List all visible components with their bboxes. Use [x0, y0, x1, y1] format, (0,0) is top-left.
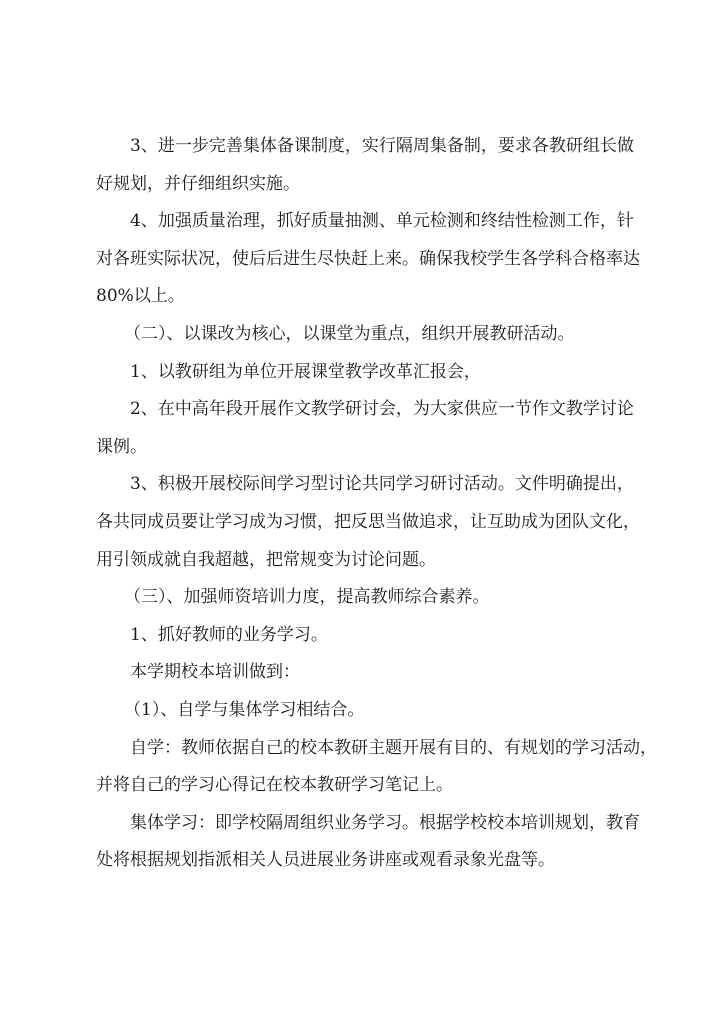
paragraph-line: 80%以上。: [96, 286, 185, 307]
paragraph-line: 处将根据规划指派相关人员进展业务讲座或观看录象光盘等。: [96, 850, 555, 871]
paragraph-line: 2、在中高年段开展作文教学研讨会，为大家供应一节作文教学讨论: [130, 399, 634, 420]
paragraph-self-study: [96, 730, 662, 805]
paragraph-line: 4、加强质量治理，抓好质量抽测、单元检测和终结性检测工作，针: [130, 211, 634, 232]
document-body: [96, 128, 662, 880]
paragraph-line: 好规划，并仔细组织实施。: [96, 173, 300, 194]
paragraph-line: 各共同成员要让学习成为习惯，把反思当做追求，让互助成为团队文化，: [96, 511, 640, 532]
paragraph-collective-study: [96, 805, 662, 880]
paragraph-report-meeting: [96, 354, 662, 392]
paragraph-line: 3、积极开展校际间学习型讨论共同学习研讨活动。文件明确提出，: [130, 474, 634, 495]
section-heading-3: [96, 579, 662, 617]
paragraph-inter-school-activity: [96, 466, 662, 579]
paragraph-line: 1、抓好教师的业务学习。: [130, 624, 328, 645]
paragraph-writing-seminar: [96, 391, 662, 466]
sub-heading-1: [96, 692, 662, 730]
paragraph-line: （1）、自学与集体学习相结合。: [124, 699, 365, 720]
paragraph-line: 集体学习：即学校隔周组织业务学习。根据学校校本培训规划，教育: [130, 812, 640, 833]
paragraph-line: 课例。: [96, 436, 147, 457]
paragraph-business-study: [96, 617, 662, 655]
section-heading-2: [96, 316, 662, 354]
paragraph-line: 1、以教研组为单位开展课堂教学改革汇报会，: [130, 361, 481, 382]
paragraph-line: 并将自己的学习心得记在校本教研学习笔记上。: [96, 775, 453, 796]
paragraph-line: 本学期校本培训做到：: [130, 662, 300, 683]
paragraph-line: 3、进一步完善集体备课制度，实行隔周集备制，要求各教研组长做: [130, 136, 634, 156]
paragraph-line: （三）、加强师资培训力度，提高教师综合素养。: [124, 587, 490, 608]
paragraph-line: （二）、以课改为核心，以课堂为重点，组织开展教研活动。: [124, 323, 575, 344]
paragraph-line: 自学：教师依据自己的校本教研主题开展有目的、有规划的学习活动，: [130, 737, 657, 758]
paragraph-training-intro: [96, 654, 662, 692]
paragraph-collective-lesson-prep: [96, 128, 662, 203]
paragraph-line: 用引领成就自我超越，把常规变为讨论问题。: [96, 549, 436, 570]
paragraph-quality-management: [96, 203, 662, 316]
paragraph-line: 对各班实际状况，使后后进生尽快赶上来。确保我校学生各学科合格率达: [96, 248, 640, 269]
